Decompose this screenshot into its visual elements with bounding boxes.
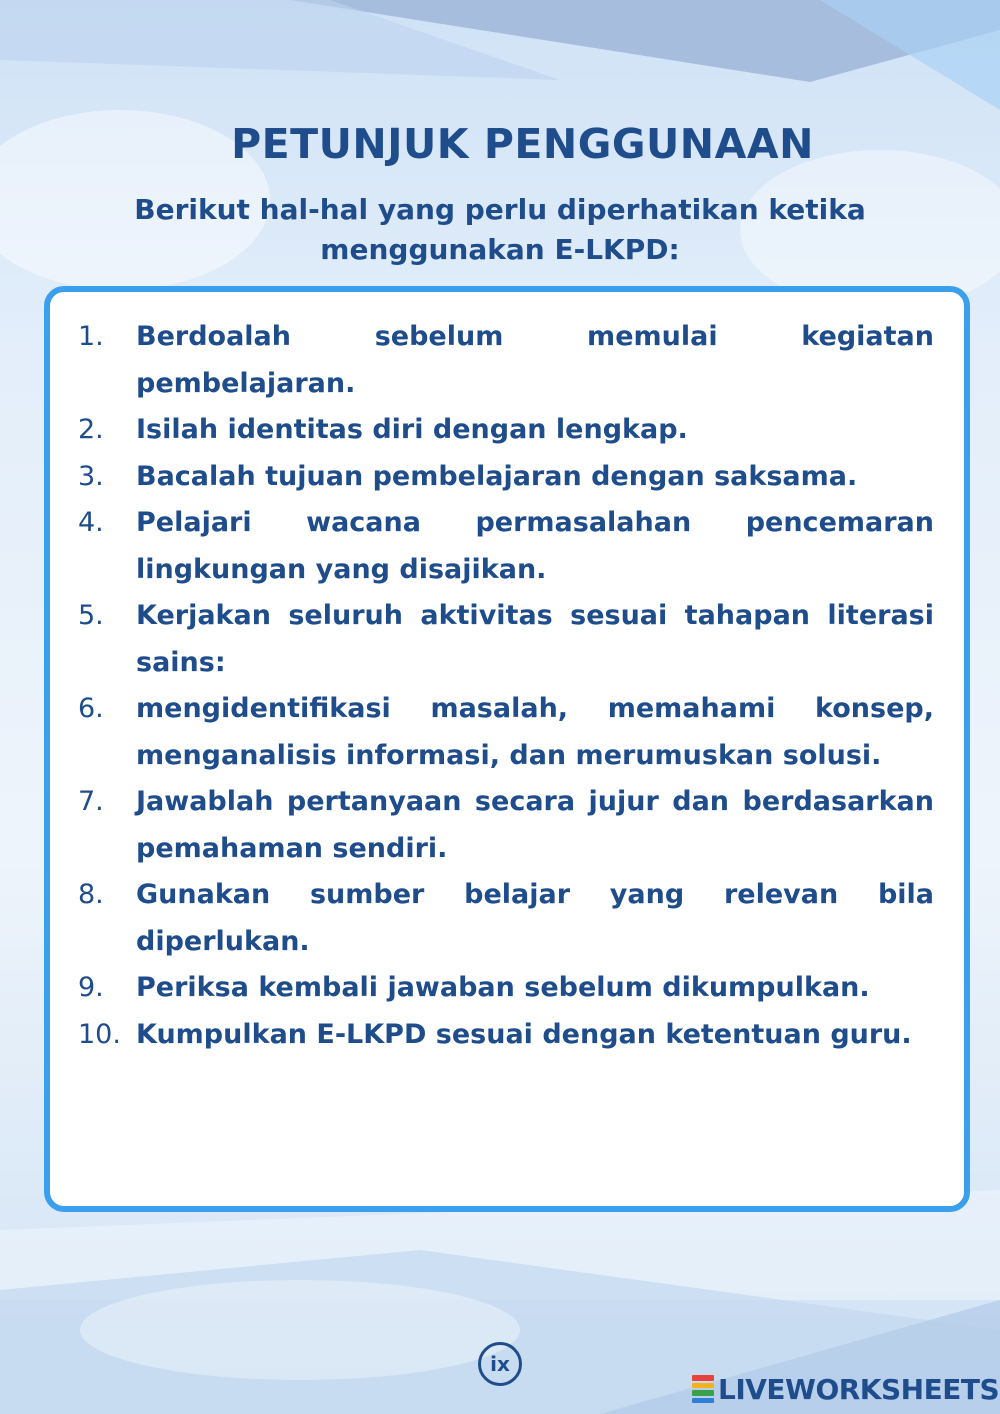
liveworksheets-logo-icon [692,1374,714,1404]
instruction-item [78,965,934,1012]
instruction-item [78,314,934,407]
item-number: 8. [78,879,104,910]
item-text: Pelajari wacana permasalahan pencemaran lingkungan yang disajikan. [136,507,934,585]
item-text: Gunakan sumber belajar yang relevan bila diperlukan. [136,879,934,957]
item-number: 4. [78,507,104,538]
instruction-item [78,500,934,593]
instruction-item [78,872,934,965]
instruction-item [78,779,934,872]
page-title: PETUNJUK PENGGUNAAN [231,120,814,168]
item-text: Isilah identitas diri dengan lengkap. [136,414,688,445]
page-number: ix [478,1342,522,1386]
instruction-item [78,593,934,686]
item-number: 5. [78,600,104,631]
item-number: 1. [78,321,104,352]
item-number: 7. [78,786,104,817]
item-text: Jawablah pertanyaan secara jujur dan berdasarkan pemahaman sendiri. [136,786,934,864]
item-number: 9. [78,972,104,1003]
item-text: Kerjakan seluruh aktivitas sesuai tahapan literasi sains: [136,600,934,678]
item-text: Bacalah tujuan pembelajaran dengan saksama. [136,460,858,492]
instruction-item [78,1012,934,1059]
instructions-list [78,314,934,1058]
instruction-item [78,686,934,779]
watermark-text: LIVEWORKSHEETS [718,1372,1000,1406]
liveworksheets-watermark[interactable] [692,1372,999,1406]
item-number: 6. [78,693,104,724]
page-subtitle: Berikut hal-hal yang perlu diperhatikan ketika menggunakan E-LKPD: [134,193,866,266]
item-number: 3. [78,460,104,492]
item-text: mengidentifikasi masalah, memahami konsep, menganalisis informasi, dan merumuskan solusi. [136,693,934,771]
instructions-card [44,286,970,1212]
item-text: Periksa kembali jawaban sebelum dikumpulkan. [136,972,870,1003]
instruction-item [78,407,934,454]
item-text: Kumpulkan E-LKPD sesuai dengan ketentuan guru. [136,1018,912,1050]
item-number: 10. [78,1018,121,1050]
instruction-item [78,454,934,501]
item-number: 2. [78,414,104,445]
item-text: Berdoalah sebelum memulai kegiatan pembelajaran. [136,321,934,399]
